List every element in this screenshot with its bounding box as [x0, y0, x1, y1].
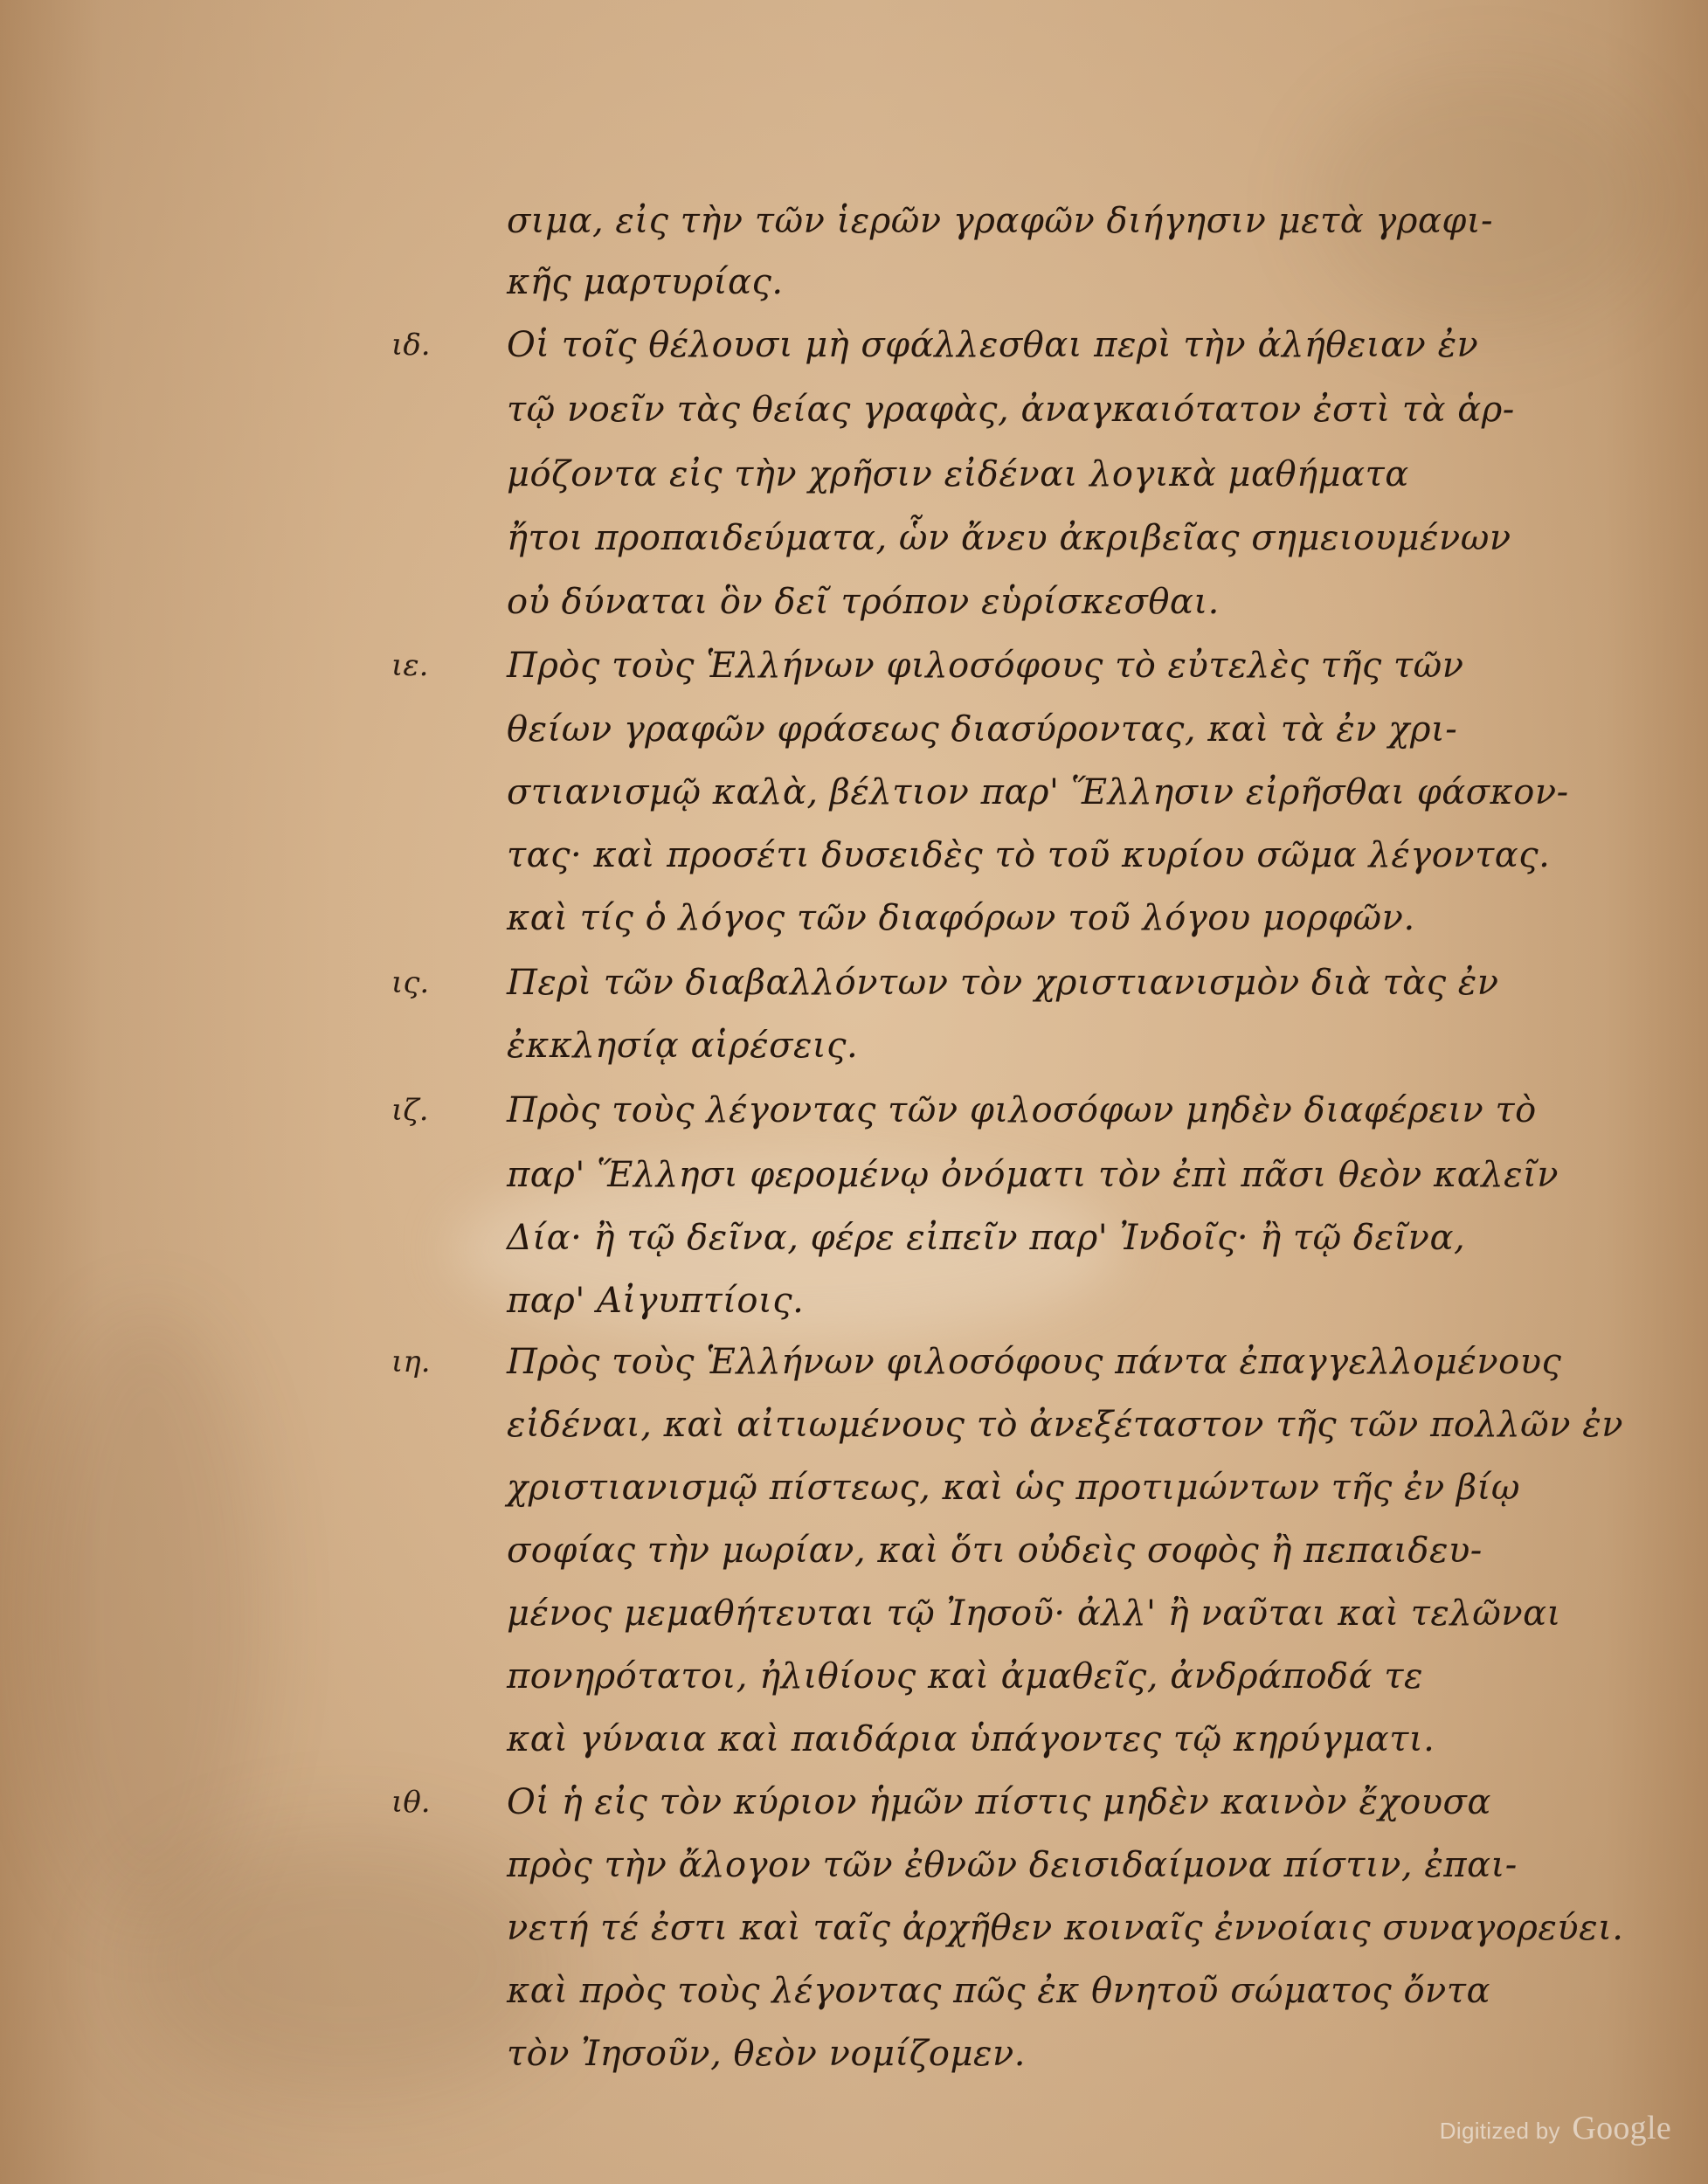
- text-line: παρ' Ἕλλησι φερομένῳ ὀνόματι τὸν ἐπὶ πᾶσι θεὸν καλεῖν: [507, 1155, 1559, 1195]
- section-number: ιη.: [391, 1344, 431, 1379]
- text-line: οὐ δύναται ὃν δεῖ τρόπον εὑρίσκεσθαι.: [507, 582, 1220, 622]
- digitized-watermark: [1440, 2109, 1671, 2147]
- text-line: μένος μεμαθήτευται τῷ Ἰησοῦ· ἀλλ' ἢ ναῦται καὶ τελῶναι: [507, 1593, 1561, 1634]
- text-line: παρ' Αἰγυπτίοις.: [507, 1281, 805, 1321]
- text-line: χριστιανισμῷ πίστεως, καὶ ὡς προτιμώντων τῆς ἐν βίῳ: [507, 1468, 1520, 1508]
- section-number: ιθ.: [391, 1785, 431, 1820]
- text-line: Οἱ ἡ εἰς τὸν κύριον ἡμῶν πίστις μηδὲν καινὸν ἔχουσα: [507, 1782, 1491, 1822]
- text-line: ἤτοι προπαιδεύματα, ὧν ἄνευ ἀκριβεῖας σημειουμένων: [507, 518, 1511, 558]
- section-number: ιε.: [391, 648, 429, 683]
- text-line: σοφίας τὴν μωρίαν, καὶ ὅτι οὐδεὶς σοφὸς ἢ πεπαιδευ-: [507, 1531, 1483, 1571]
- text-line: καὶ πρὸς τοὺς λέγοντας πῶς ἐκ θνητοῦ σώματος ὄντα: [507, 1971, 1491, 2011]
- text-line: Πρὸς τοὺς Ἑλλήνων φιλοσόφους πάντα ἐπαγγελλομένους: [507, 1342, 1562, 1382]
- text-line: πρὸς τὴν ἄλογον τῶν ἐθνῶν δεισιδαίμονα πίστιν, ἐπαι-: [507, 1845, 1518, 1885]
- text-line: στιανισμῷ καλὰ, βέλτιον παρ' Ἕλλησιν εἰρῆσθαι φάσκον-: [507, 772, 1569, 812]
- text-line: τας· καὶ προσέτι δυσειδὲς τὸ τοῦ κυρίου σῶμα λέγοντας.: [507, 835, 1551, 875]
- section-number: ιζ.: [391, 1093, 429, 1128]
- text-line: μόζοντα εἰς τὴν χρῆσιν εἰδέναι λογικὰ μαθήματα: [507, 454, 1409, 494]
- section-number: ις.: [391, 965, 430, 1000]
- section-number: ιδ.: [391, 328, 431, 363]
- text-line: Δία· ἢ τῷ δεῖνα, φέρε εἰπεῖν παρ' Ἰνδοῖς· ἢ τῷ δεῖνα,: [507, 1218, 1466, 1258]
- text-line: Πρὸς τοὺς λέγοντας τῶν φιλοσόφων μηδὲν διαφέρειν τὸ: [507, 1090, 1537, 1130]
- text-line: τὸν Ἰησοῦν, θεὸν νομίζομεν.: [507, 2034, 1026, 2074]
- text-line: καὶ τίς ὁ λόγος τῶν διαφόρων τοῦ λόγου μορφῶν.: [507, 898, 1415, 938]
- text-line: Οἱ τοῖς θέλουσι μὴ σφάλλεσθαι περὶ τὴν ἀλήθειαν ἐν: [507, 325, 1479, 365]
- watermark-prefix: Digitized by: [1439, 2118, 1560, 2144]
- text-line: κῆς μαρτυρίας.: [507, 262, 784, 302]
- text-line: Πρὸς τοὺς Ἑλλήνων φιλοσόφους τὸ εὐτελὲς τῆς τῶν: [507, 646, 1464, 686]
- text-line: θείων γραφῶν φράσεως διασύροντας, καὶ τὰ ἐν χρι-: [507, 709, 1458, 750]
- text-line: νετή τέ ἐστι καὶ ταῖς ἀρχῆθεν κοιναῖς ἐννοίαις συναγορεύει.: [507, 1908, 1624, 1948]
- text-line: εἰδέναι, καὶ αἰτιωμένους τὸ ἀνεξέταστον τῆς τῶν πολλῶν ἐν: [507, 1405, 1624, 1445]
- watermark-brand: Google: [1572, 2110, 1671, 2146]
- text-line: πονηρότατοι, ἠλιθίους καὶ ἀμαθεῖς, ἀνδράποδά τε: [507, 1656, 1423, 1697]
- text-line: σιμα, εἰς τὴν τῶν ἱερῶν γραφῶν διήγησιν μετὰ γραφι-: [507, 201, 1494, 241]
- text-line: ἐκκλησίᾳ αἱρέσεις.: [507, 1026, 859, 1066]
- text-line: Περὶ τῶν διαβαλλόντων τὸν χριστιανισμὸν διὰ τὰς ἐν: [507, 963, 1499, 1003]
- text-line: τῷ νοεῖν τὰς θείας γραφὰς, ἀναγκαιότατον ἐστὶ τὰ ἁρ-: [507, 390, 1515, 430]
- text-line: καὶ γύναια καὶ παιδάρια ὑπάγοντες τῷ κηρύγματι.: [507, 1719, 1435, 1759]
